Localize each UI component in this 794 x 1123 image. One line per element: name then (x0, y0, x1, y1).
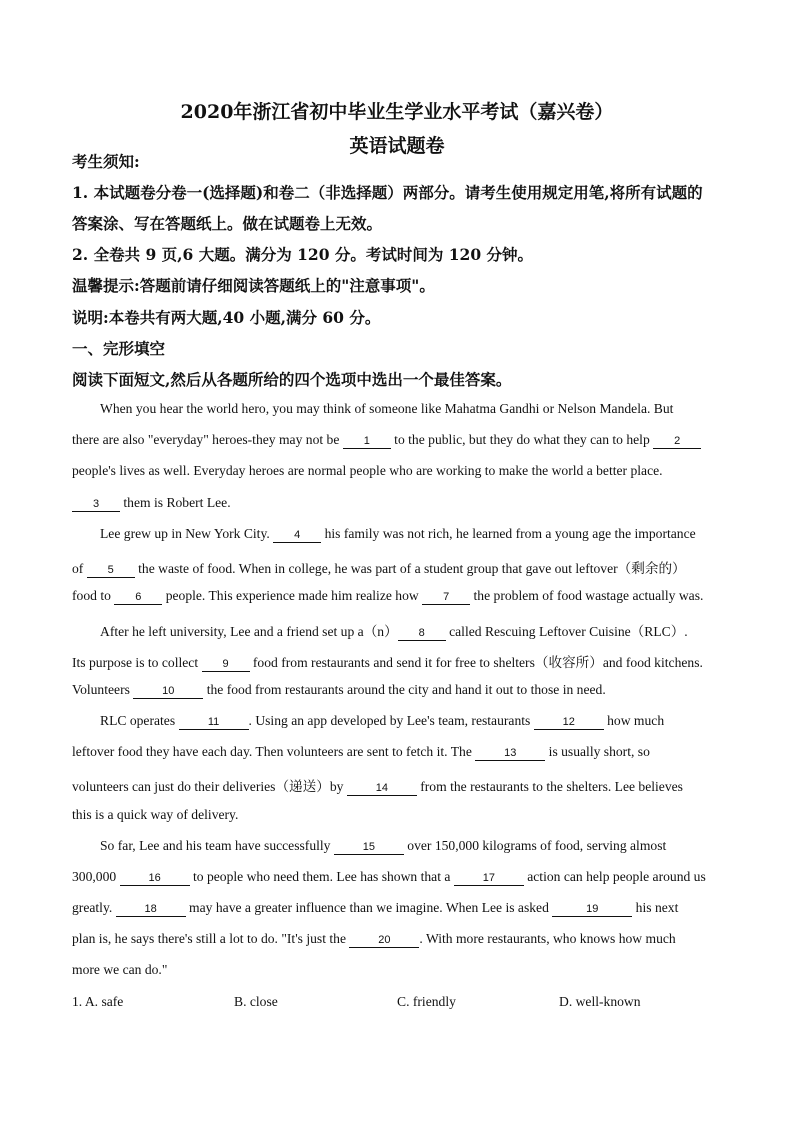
passage-line (72, 900, 722, 917)
passage-text: of (72, 561, 87, 576)
notice-explain: 说明:本卷共有两大题,40 小题,满分 60 分。 (72, 308, 381, 327)
passage-line (72, 931, 722, 948)
passage-line (100, 713, 720, 730)
blank-5: 5 (87, 564, 135, 578)
blank-19: 19 (552, 903, 632, 917)
passage-text: his family was not rich, he learned from a young age the importance (321, 526, 696, 541)
blank-14: 14 (347, 782, 417, 796)
blank-10: 10 (133, 685, 203, 699)
option-1a: 1. A. safe (72, 994, 124, 1009)
option-1c: C. friendly (397, 994, 456, 1009)
passage-text: leftover food they have each day. Then volunteers are sent to fetch it. The (72, 744, 476, 759)
notice-tip: 温馨提示:答题前请仔细阅读答题纸上的"注意事项"。 (72, 276, 435, 295)
passage-text: from the restaurants to the shelters. Lee believes (416, 779, 683, 794)
passage-line: more we can do." (72, 962, 168, 977)
notice-item-2: 2. 全卷共 9 页,6 大题。满分为 120 分。考试时间为 120 分钟。 (72, 245, 534, 264)
passage-text: greatly. (72, 900, 116, 915)
passage-text: his next (632, 900, 679, 915)
passage-text: may have a greater influence than we imagine. When Lee is asked (185, 900, 553, 915)
blank-3: 3 (72, 498, 120, 512)
page-subtitle: 英语试题卷 (349, 135, 445, 157)
passage-text: the waste of food. When in college, he was part of a student group that gave out leftover（剩余的） (134, 561, 686, 576)
notice-item-1-cont: 答案涂、写在答题纸上。做在试题卷上无效。 (72, 214, 383, 233)
blank-18: 18 (116, 903, 186, 917)
passage-text: Volunteers (72, 682, 134, 697)
blank-8: 8 (398, 627, 446, 641)
passage-text: plan is, he says there's still a lot to do. "It's just the (72, 931, 350, 946)
blank-2: 2 (653, 435, 701, 449)
passage-text: food from restaurants and send it for free to shelters（收容所）and food kitchens. (249, 655, 703, 670)
blank-1: 1 (343, 435, 391, 449)
passage-text: the food from restaurants around the city and hand it out to those in need. (203, 682, 606, 697)
passage-text: After he left university, Lee and a friend set up a（n） (100, 624, 398, 639)
option-1d: D. well-known (559, 994, 641, 1009)
passage-line: this is a quick way of delivery. (72, 807, 239, 822)
passage-text: RLC operates (100, 713, 179, 728)
blank-11: 11 (179, 716, 249, 730)
notice-item-1: 1. 本试题卷分卷一(选择题)和卷二（非选择题）两部分。请考生使用规定用笔,将所有试题的 (72, 183, 703, 202)
blank-6: 6 (114, 591, 162, 605)
passage-line (72, 682, 722, 699)
blank-17: 17 (454, 872, 524, 886)
passage-line (100, 526, 720, 543)
passage-text: Its purpose is to collect (72, 655, 202, 670)
passage-text: called Rescuing Leftover Cuisine（RLC）. (445, 624, 688, 639)
blank-9: 9 (202, 658, 250, 672)
passage-line (72, 869, 722, 886)
option-1b: B. close (234, 994, 278, 1009)
passage-line (72, 588, 722, 605)
passage-line (72, 557, 722, 578)
notice-heading: 考生须知: (72, 152, 140, 171)
passage-text: how much (603, 713, 665, 728)
blank-7: 7 (422, 591, 470, 605)
passage-line (100, 838, 720, 855)
passage-text: over 150,000 kilograms of food, serving almost (403, 838, 667, 853)
passage-text: 300,000 (72, 869, 120, 884)
section-instruction: 阅读下面短文,然后从各题所给的四个选项中选出一个最佳答案。 (72, 370, 512, 389)
passage-text: them is Robert Lee. (120, 495, 231, 510)
passage-text: to the public, but they do what they can to help (390, 432, 654, 447)
passage-text: So far, Lee and his team have successfully (100, 838, 334, 853)
blank-12: 12 (534, 716, 604, 730)
passage-text: . Using an app developed by Lee's team, restaurants (248, 713, 534, 728)
blank-20: 20 (349, 934, 419, 948)
passage-text: people. This experience made him realize how (162, 588, 423, 603)
passage-text: to people who need them. Lee has shown that a (189, 869, 454, 884)
passage-line (72, 775, 722, 796)
passage-text: the problem of food wastage actually was. (470, 588, 704, 603)
section-title: 一、完形填空 (72, 339, 166, 358)
passage-line (72, 651, 722, 672)
blank-16: 16 (120, 872, 190, 886)
passage-line (72, 495, 722, 512)
passage-text: is usually short, so (545, 744, 650, 759)
passage-text: . With more restaurants, who knows how much (419, 931, 676, 946)
blank-13: 13 (475, 747, 545, 761)
passage-line (72, 744, 722, 761)
passage-text: action can help people around us (523, 869, 706, 884)
passage-text: there are also "everyday" heroes-they may not be (72, 432, 343, 447)
passage-text: volunteers can just do their deliveries（递送）by (72, 779, 347, 794)
passage-line (100, 620, 720, 641)
passage-line: When you hear the world hero, you may think of someone like Mahatma Gandhi or Nelson Mandela. But (100, 401, 674, 416)
passage-text: food to (72, 588, 115, 603)
blank-4: 4 (273, 529, 321, 543)
blank-15: 15 (334, 841, 404, 855)
passage-line: people's lives as well. Everyday heroes are normal people who are working to make the world a better place. (72, 463, 663, 478)
passage-text: Lee grew up in New York City. (100, 526, 274, 541)
passage-line (72, 432, 722, 449)
page-title: 2020年浙江省初中毕业生学业水平考试（嘉兴卷） (180, 101, 614, 123)
